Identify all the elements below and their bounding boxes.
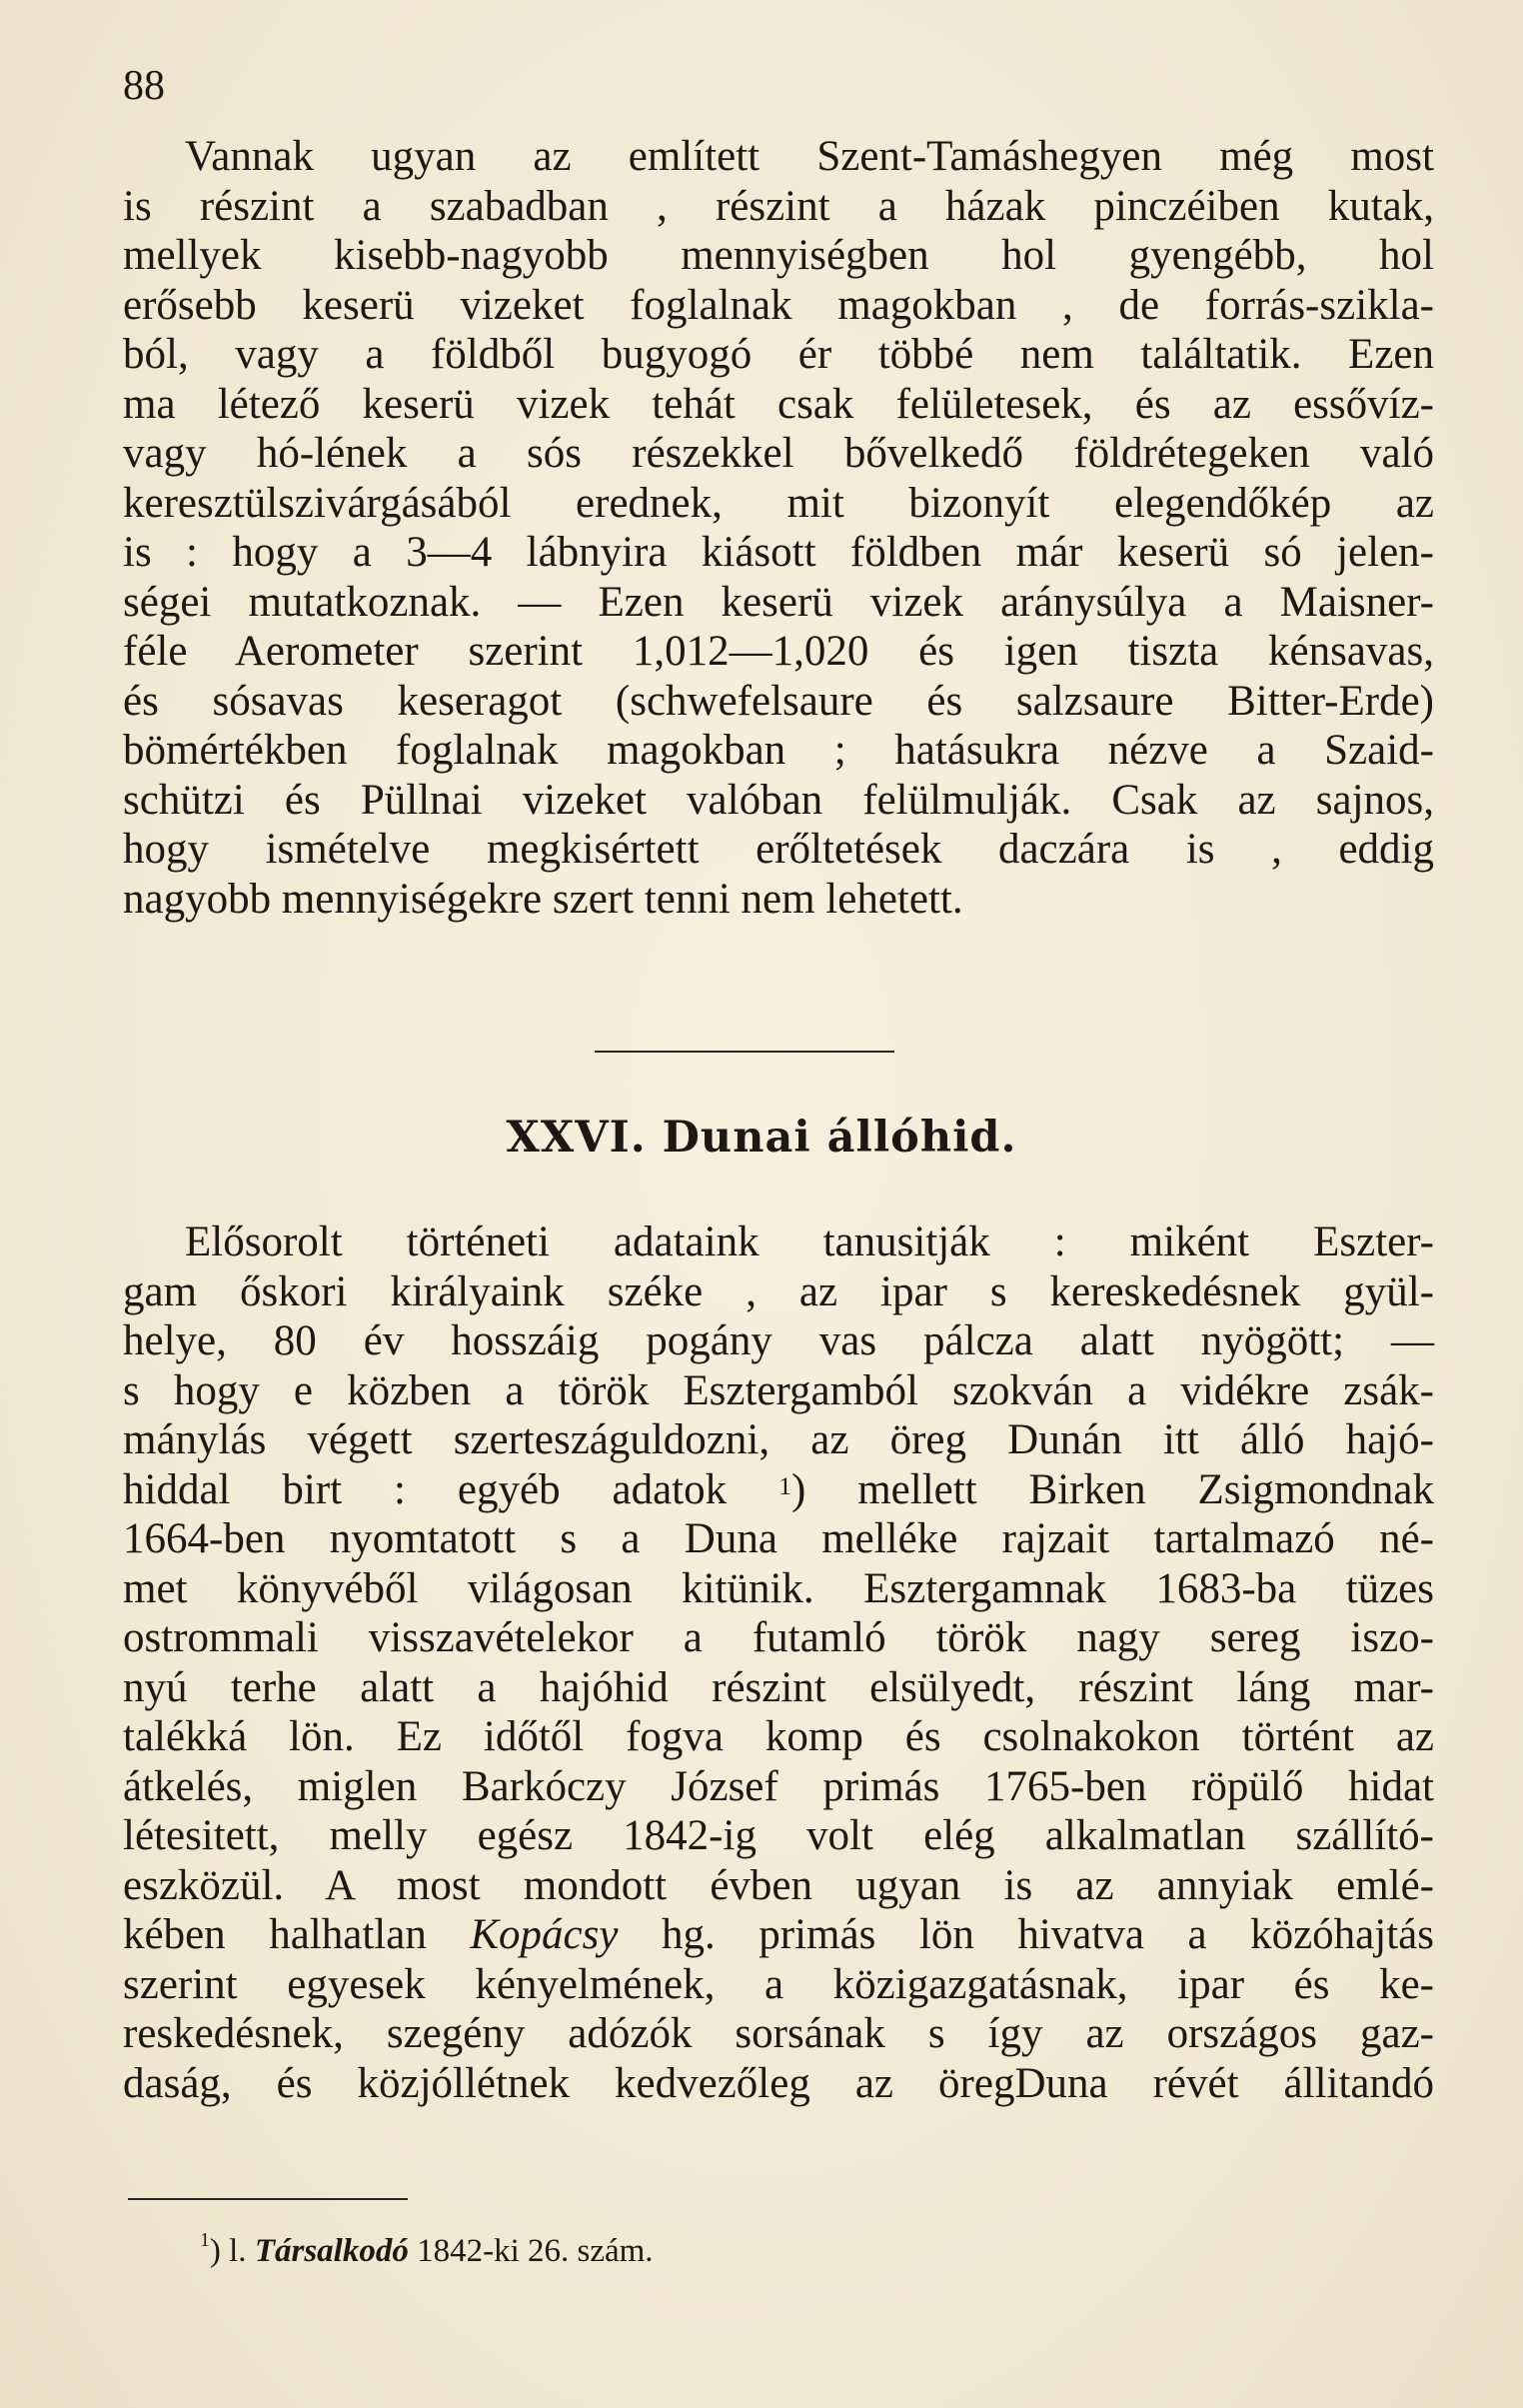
paragraph-2 (123, 1217, 1434, 2108)
text-line: schützi és Püllnai vizeket valóban felülmulják. Csak az sajnos, (123, 776, 1434, 824)
text-line: mellyek kisebb-nagyobb mennyiségben hol gyengébb, hol (123, 232, 1434, 279)
text-line: ségei mutatkoznak. — Ezen keserü vizek aránysúlya a Maisner- (123, 578, 1434, 626)
text-line: erősebb keserü vizeket foglalnak magokban , de forrás-szikla- (123, 281, 1434, 329)
text-line: reskedésnek, szegény adózók sorsának s így az országos gaz- (123, 2010, 1434, 2057)
footnote-divider (128, 2198, 408, 2200)
footnote-source: Társalkodó (254, 2233, 409, 2269)
text-line: átkelés, miglen Barkóczy József primás 1765-ben röpülő hidat (123, 1762, 1434, 1810)
text-segment: kében halhatlan (123, 1911, 471, 1958)
text-line: és sósavas keseragot (schwefelsaure és salzsaure Bitter-Erde) (123, 677, 1434, 725)
text-segment: ) mellett Birken Zsigmondnak (790, 1465, 1434, 1513)
footnote-abbrev: l. (220, 2233, 255, 2269)
footnote-mark: 1 (200, 2229, 210, 2251)
text-line: mánylás végett szerteszáguldozni, az öreg Dunán itt álló hajó- (123, 1416, 1434, 1463)
section-heading: XXVI. Dunai állóhid. (506, 1113, 1017, 1163)
text-line: nagyobb mennyiségekre szert tenni nem lehetett. (123, 875, 963, 923)
text-line: gam őskori királyaink széke , az ipar s kereskedésnek gyül- (123, 1267, 1434, 1315)
text-line: ostrommali visszavételekor a futamló török nagy sereg iszo- (123, 1614, 1434, 1661)
text-line: Elősorolt történeti adataink tanusitják : miként Eszter- (185, 1218, 1434, 1265)
text-line: s hogy e közben a török Esztergamból szokván a vidékre zsák- (123, 1366, 1434, 1414)
text-line: hogy ismételve megkisértett erőltetések daczára is , eddig (123, 826, 1434, 873)
section-divider (595, 1051, 894, 1053)
footnote-paren: ) (209, 2233, 221, 2269)
text-line: ból, vagy a földből bugyogó ér többé nem találtatik. Ezen (123, 331, 1434, 378)
footnote-ref: 1 (778, 1470, 791, 1500)
text-line: helye, 80 év hosszáig pogány vas pálcza alatt nyögött; — (123, 1317, 1434, 1364)
text-line: bömértékben foglalnak magokban ; hatásukra nézve a Szaid- (123, 727, 1434, 774)
text-line: is részint a szabadban , részint a házak pinczéiben kutak, (123, 182, 1434, 230)
text-line: féle Aerometer szerint 1,012—1,020 és igen tiszta kénsavas, (123, 628, 1434, 675)
text-line: ma létező keserü vizek tehát csak felületesek, és az essővíz- (123, 380, 1434, 428)
text-segment: hiddal birt : egyéb adatok (123, 1465, 779, 1513)
text-line: Vannak ugyan az említett Szent-Tamáshegyen még most (185, 133, 1434, 180)
page-number: 88 (123, 63, 165, 109)
text-line: daság, és közjóllétnek kedvezőleg az öregDuna révét állitandó (123, 2059, 1434, 2107)
text-line: vagy hó-lének a sós részekkel bővelkedő földrétegeken való (123, 430, 1434, 477)
text-line-with-footnote-ref (123, 1465, 1434, 1515)
text-line: keresztülszivárgásából erednek, mit bizonyít elegendőkép az (123, 479, 1434, 527)
text-line: szerint egyesek kényelmének, a közigazgatásnak, ipar és ke- (123, 1960, 1434, 2008)
footnote-text: 1842-ki 26. szám. (408, 2233, 654, 2269)
text-line: 1664-ben nyomtatott s a Duna melléke rajzait tartalmazó né- (123, 1515, 1434, 1562)
text-line: is : hogy a 3—4 lábnyira kiásott földben már keserü só jelen- (123, 529, 1434, 576)
text-line: létesitett, melly egész 1842-ig volt elég alkalmatlan szállító- (123, 1812, 1434, 1859)
italic-name: Kopácsy (470, 1911, 619, 1958)
text-line: eszközül. A most mondott évben ugyan is az annyiak emlé- (123, 1861, 1434, 1909)
text-line: talékká lön. Ez időtől fogva komp és csolnakokon történt az (123, 1713, 1434, 1760)
paragraph-1 (123, 132, 1434, 924)
footnote (200, 2229, 654, 2270)
text-line: nyú terhe alatt a hajóhid részint elsülyedt, részint láng mar- (123, 1663, 1434, 1711)
text-segment: hg. primás lön hivatva a közóhajtás (618, 1911, 1434, 1958)
text-line: met könyvéből világosan kitünik. Esztergamnak 1683-ba tüzes (123, 1564, 1434, 1612)
text-line-with-name (123, 1910, 1434, 1960)
